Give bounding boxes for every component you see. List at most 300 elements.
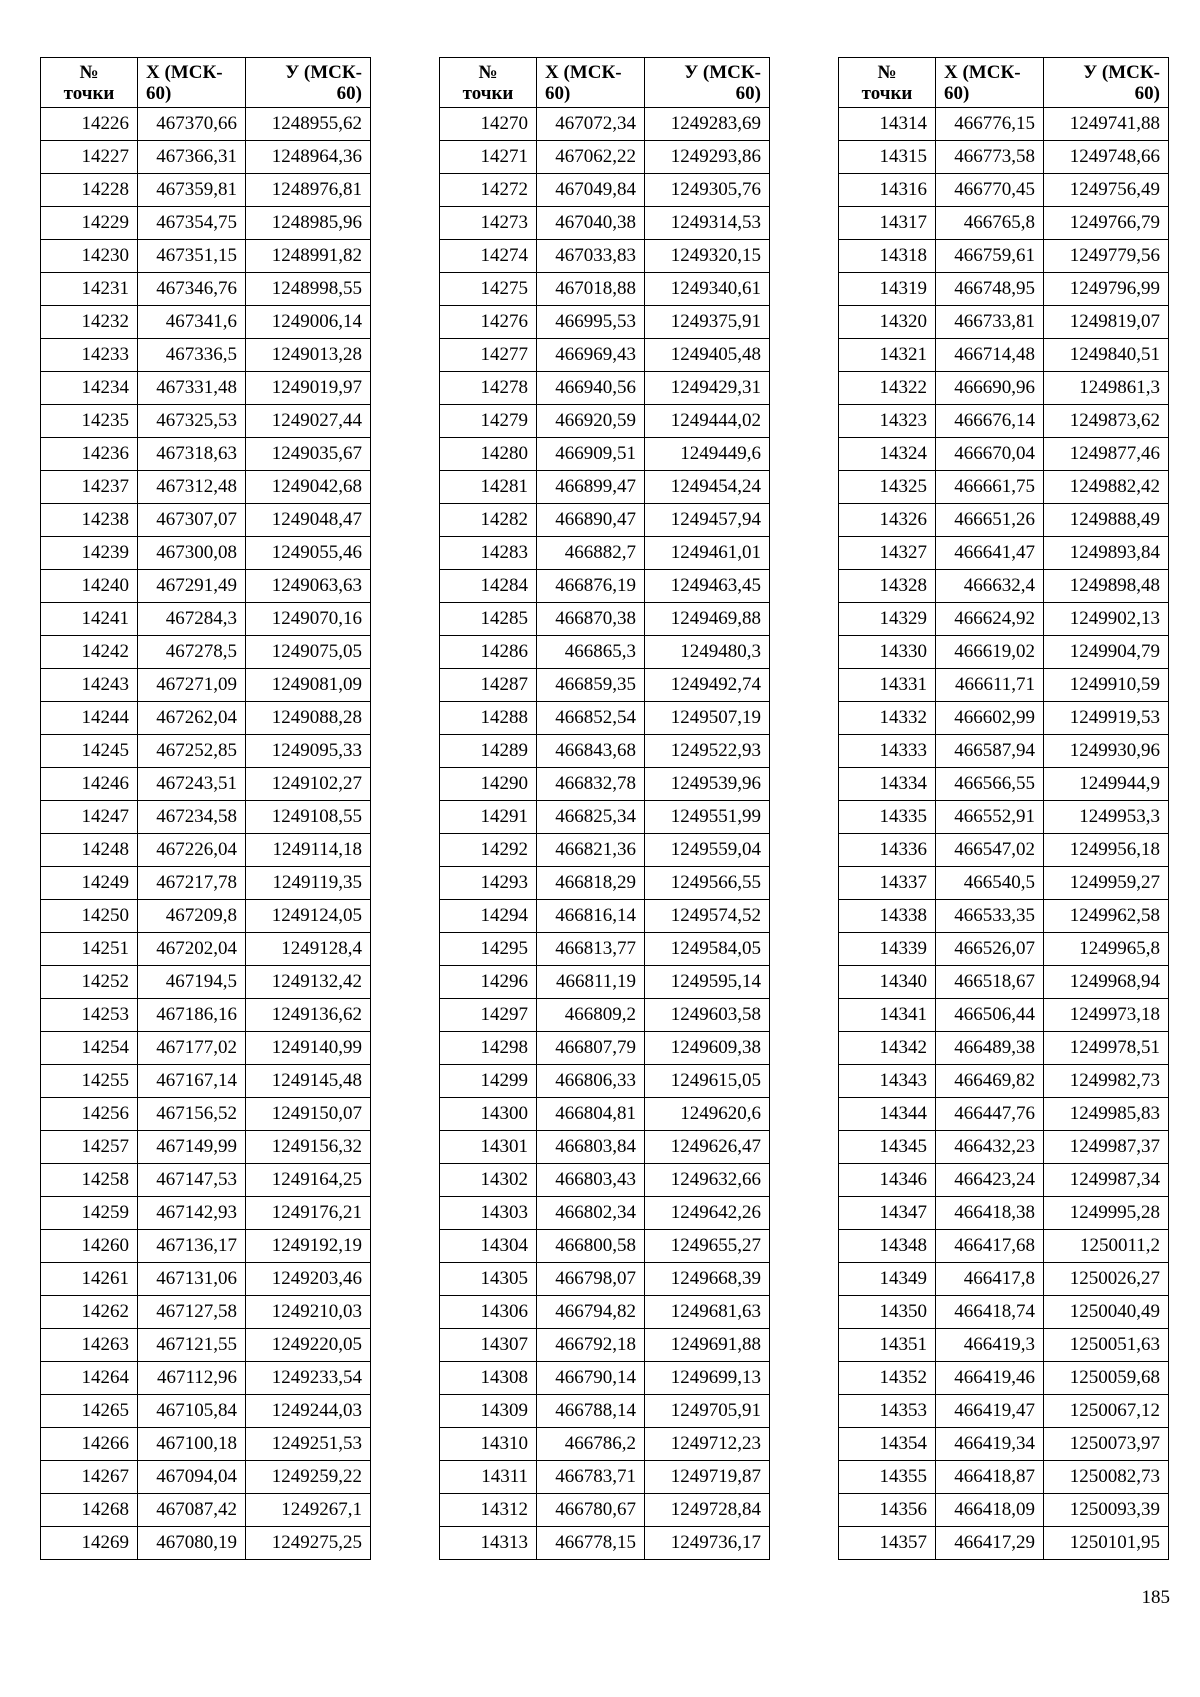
y-coordinate-cell: 1249055,46 <box>246 537 371 570</box>
x-coordinate-cell: 466825,34 <box>537 801 645 834</box>
point-number-cell: 14265 <box>41 1395 138 1428</box>
x-coordinate-cell: 466778,15 <box>537 1527 645 1560</box>
x-coordinate-cell: 466816,14 <box>537 900 645 933</box>
x-coordinate-header <box>936 58 1044 108</box>
point-number-cell: 14310 <box>440 1428 537 1461</box>
table-row <box>41 372 371 405</box>
table-row <box>440 438 770 471</box>
x-coordinate-cell: 466806,33 <box>537 1065 645 1098</box>
table-row <box>440 768 770 801</box>
point-number-cell: 14253 <box>41 999 138 1032</box>
x-coordinate-cell: 466776,15 <box>936 108 1044 141</box>
table-row <box>440 240 770 273</box>
table-row <box>440 1461 770 1494</box>
table-row <box>41 801 371 834</box>
y-coordinate-cell: 1249944,9 <box>1044 768 1169 801</box>
y-coordinate-cell: 1249962,58 <box>1044 900 1169 933</box>
y-coordinate-cell: 1249210,03 <box>246 1296 371 1329</box>
table-row <box>440 174 770 207</box>
x-coordinate-cell: 466418,87 <box>936 1461 1044 1494</box>
header-text: точки <box>462 82 514 104</box>
table-row <box>41 1098 371 1131</box>
table-row <box>41 636 371 669</box>
point-number-cell: 14243 <box>41 669 138 702</box>
point-number-header <box>440 58 537 108</box>
x-coordinate-cell: 467040,38 <box>537 207 645 240</box>
table-row <box>41 768 371 801</box>
table-row <box>440 273 770 306</box>
x-coordinate-cell: 466417,29 <box>936 1527 1044 1560</box>
point-number-cell: 14283 <box>440 537 537 570</box>
table-row <box>440 1032 770 1065</box>
y-coordinate-cell: 1249626,47 <box>645 1131 770 1164</box>
table-row <box>839 504 1169 537</box>
x-coordinate-cell: 466969,43 <box>537 339 645 372</box>
y-coordinate-cell: 1249454,24 <box>645 471 770 504</box>
page-number: 185 <box>1141 1587 1170 1608</box>
table-row <box>41 108 371 141</box>
table-row <box>440 537 770 570</box>
table-row <box>839 405 1169 438</box>
y-coordinate-cell: 1249006,14 <box>246 306 371 339</box>
x-coordinate-cell: 466547,02 <box>936 834 1044 867</box>
point-number-cell: 14295 <box>440 933 537 966</box>
table-row <box>839 1230 1169 1263</box>
table-row <box>440 999 770 1032</box>
x-coordinate-cell: 466770,45 <box>936 174 1044 207</box>
table-row <box>440 1329 770 1362</box>
x-coordinate-cell: 467271,09 <box>138 669 246 702</box>
x-coordinate-cell: 466418,09 <box>936 1494 1044 1527</box>
x-coordinate-cell: 466526,07 <box>936 933 1044 966</box>
point-number-cell: 14316 <box>839 174 936 207</box>
y-coordinate-cell: 1249796,99 <box>1044 273 1169 306</box>
point-number-cell: 14325 <box>839 471 936 504</box>
x-coordinate-cell: 467370,66 <box>138 108 246 141</box>
point-number-cell: 14246 <box>41 768 138 801</box>
point-number-cell: 14343 <box>839 1065 936 1098</box>
y-coordinate-cell: 1250093,39 <box>1044 1494 1169 1527</box>
x-coordinate-cell: 466632,4 <box>936 570 1044 603</box>
point-number-cell: 14261 <box>41 1263 138 1296</box>
y-coordinate-cell: 1249995,28 <box>1044 1197 1169 1230</box>
x-coordinate-cell: 466804,81 <box>537 1098 645 1131</box>
y-coordinate-cell: 1250067,12 <box>1044 1395 1169 1428</box>
point-number-cell: 14274 <box>440 240 537 273</box>
y-coordinate-cell: 1249444,02 <box>645 405 770 438</box>
y-coordinate-cell: 1249877,46 <box>1044 438 1169 471</box>
y-coordinate-cell: 1249609,38 <box>645 1032 770 1065</box>
y-coordinate-cell: 1249595,14 <box>645 966 770 999</box>
table-row <box>41 1395 371 1428</box>
header-text: точки <box>861 82 913 104</box>
x-coordinate-cell: 467217,78 <box>138 867 246 900</box>
point-number-cell: 14254 <box>41 1032 138 1065</box>
point-number-cell: 14338 <box>839 900 936 933</box>
x-coordinate-cell: 466432,23 <box>936 1131 1044 1164</box>
point-number-cell: 14263 <box>41 1329 138 1362</box>
header-text: точки <box>63 82 115 104</box>
x-coordinate-cell: 466843,68 <box>537 735 645 768</box>
point-number-cell: 14292 <box>440 834 537 867</box>
table-row <box>440 1527 770 1560</box>
y-coordinate-cell: 1249978,51 <box>1044 1032 1169 1065</box>
y-coordinate-cell: 1249340,61 <box>645 273 770 306</box>
x-coordinate-cell: 466533,35 <box>936 900 1044 933</box>
y-coordinate-cell: 1249902,13 <box>1044 603 1169 636</box>
point-number-cell: 14252 <box>41 966 138 999</box>
point-number-cell: 14315 <box>839 141 936 174</box>
header-text: X (МСК- <box>944 61 1021 83</box>
y-coordinate-cell: 1249063,63 <box>246 570 371 603</box>
point-number-cell: 14288 <box>440 702 537 735</box>
point-number-cell: 14275 <box>440 273 537 306</box>
y-coordinate-cell: 1249728,84 <box>645 1494 770 1527</box>
header-text: X (МСК- <box>545 61 622 83</box>
y-coordinate-cell: 1249910,59 <box>1044 669 1169 702</box>
x-coordinate-cell: 466788,14 <box>537 1395 645 1428</box>
table-row <box>440 108 770 141</box>
x-coordinate-cell: 466803,43 <box>537 1164 645 1197</box>
table-row <box>839 669 1169 702</box>
y-coordinate-cell: 1249699,13 <box>645 1362 770 1395</box>
y-coordinate-cell: 1250101,95 <box>1044 1527 1169 1560</box>
table-row <box>41 240 371 273</box>
table-row <box>839 1428 1169 1461</box>
y-coordinate-cell: 1249305,76 <box>645 174 770 207</box>
y-coordinate-cell: 1249027,44 <box>246 405 371 438</box>
y-coordinate-cell: 1249584,05 <box>645 933 770 966</box>
y-coordinate-cell: 1249102,27 <box>246 768 371 801</box>
table-row <box>440 339 770 372</box>
y-coordinate-cell: 1249128,4 <box>246 933 371 966</box>
x-coordinate-cell: 466780,67 <box>537 1494 645 1527</box>
table-row <box>41 537 371 570</box>
table-row <box>41 933 371 966</box>
table-row <box>839 933 1169 966</box>
point-number-cell: 14344 <box>839 1098 936 1131</box>
y-coordinate-cell: 1249192,19 <box>246 1230 371 1263</box>
table-row <box>440 1395 770 1428</box>
x-coordinate-cell: 467121,55 <box>138 1329 246 1362</box>
point-number-cell: 14340 <box>839 966 936 999</box>
y-coordinate-cell: 1249574,52 <box>645 900 770 933</box>
table-row <box>41 867 371 900</box>
point-number-cell: 14335 <box>839 801 936 834</box>
point-number-cell: 14294 <box>440 900 537 933</box>
y-coordinate-cell: 1249267,1 <box>246 1494 371 1527</box>
y-coordinate-cell: 1248985,96 <box>246 207 371 240</box>
table-row <box>440 1065 770 1098</box>
x-coordinate-cell: 467252,85 <box>138 735 246 768</box>
y-coordinate-cell: 1249081,09 <box>246 669 371 702</box>
table-header-row <box>440 58 770 108</box>
y-coordinate-cell: 1249539,96 <box>645 768 770 801</box>
x-coordinate-cell: 466552,91 <box>936 801 1044 834</box>
x-coordinate-cell: 466651,26 <box>936 504 1044 537</box>
y-coordinate-cell: 1249712,23 <box>645 1428 770 1461</box>
point-number-cell: 14279 <box>440 405 537 438</box>
point-number-cell: 14230 <box>41 240 138 273</box>
y-coordinate-cell: 1250011,2 <box>1044 1230 1169 1263</box>
y-coordinate-cell: 1250051,63 <box>1044 1329 1169 1362</box>
table-row <box>41 1230 371 1263</box>
y-coordinate-cell: 1249748,66 <box>1044 141 1169 174</box>
x-coordinate-cell: 466619,02 <box>936 636 1044 669</box>
x-coordinate-cell: 467234,58 <box>138 801 246 834</box>
table-row <box>440 372 770 405</box>
y-coordinate-cell: 1249048,47 <box>246 504 371 537</box>
point-number-cell: 14281 <box>440 471 537 504</box>
x-coordinate-cell: 466920,59 <box>537 405 645 438</box>
point-number-cell: 14238 <box>41 504 138 537</box>
x-coordinate-cell: 466818,29 <box>537 867 645 900</box>
point-number-cell: 14323 <box>839 405 936 438</box>
point-number-cell: 14328 <box>839 570 936 603</box>
point-number-cell: 14247 <box>41 801 138 834</box>
table-row <box>839 702 1169 735</box>
point-number-cell: 14293 <box>440 867 537 900</box>
y-coordinate-cell: 1250059,68 <box>1044 1362 1169 1395</box>
y-coordinate-cell: 1249965,8 <box>1044 933 1169 966</box>
table-row <box>440 1164 770 1197</box>
x-coordinate-cell: 466418,74 <box>936 1296 1044 1329</box>
point-number-cell: 14285 <box>440 603 537 636</box>
table-row <box>440 1428 770 1461</box>
table-row <box>41 1527 371 1560</box>
point-number-cell: 14319 <box>839 273 936 306</box>
x-coordinate-cell: 466661,75 <box>936 471 1044 504</box>
x-coordinate-cell: 466807,79 <box>537 1032 645 1065</box>
table-row <box>440 1362 770 1395</box>
y-coordinate-cell: 1249655,27 <box>645 1230 770 1263</box>
y-coordinate-cell: 1249114,18 <box>246 834 371 867</box>
coordinates-table-3 <box>838 57 1169 1560</box>
table-row <box>839 834 1169 867</box>
table-row <box>839 438 1169 471</box>
x-coordinate-cell: 466876,19 <box>537 570 645 603</box>
x-coordinate-cell: 466417,68 <box>936 1230 1044 1263</box>
x-coordinate-cell: 467186,16 <box>138 999 246 1032</box>
point-number-cell: 14290 <box>440 768 537 801</box>
x-coordinate-cell: 467194,5 <box>138 966 246 999</box>
y-coordinate-cell: 1249985,83 <box>1044 1098 1169 1131</box>
point-number-cell: 14334 <box>839 768 936 801</box>
table-row <box>41 669 371 702</box>
table-row <box>839 240 1169 273</box>
table-row <box>839 174 1169 207</box>
header-text: 60) <box>545 82 571 104</box>
point-number-cell: 14241 <box>41 603 138 636</box>
y-coordinate-cell: 1249968,94 <box>1044 966 1169 999</box>
y-coordinate-cell: 1249469,88 <box>645 603 770 636</box>
table-row <box>41 735 371 768</box>
y-coordinate-cell: 1249145,48 <box>246 1065 371 1098</box>
x-coordinate-cell: 466423,24 <box>936 1164 1044 1197</box>
table-row <box>41 1131 371 1164</box>
x-coordinate-cell: 467100,18 <box>138 1428 246 1461</box>
y-coordinate-cell: 1249705,91 <box>645 1395 770 1428</box>
x-coordinate-cell: 467243,51 <box>138 768 246 801</box>
table-row <box>839 273 1169 306</box>
x-coordinate-cell: 467278,5 <box>138 636 246 669</box>
point-number-cell: 14322 <box>839 372 936 405</box>
point-number-cell: 14332 <box>839 702 936 735</box>
y-coordinate-cell: 1249461,01 <box>645 537 770 570</box>
y-coordinate-cell: 1249987,34 <box>1044 1164 1169 1197</box>
y-coordinate-cell: 1249551,99 <box>645 801 770 834</box>
point-number-cell: 14342 <box>839 1032 936 1065</box>
y-coordinate-cell: 1249819,07 <box>1044 306 1169 339</box>
x-coordinate-cell: 467312,48 <box>138 471 246 504</box>
y-coordinate-cell: 1250026,27 <box>1044 1263 1169 1296</box>
y-coordinate-cell: 1249320,15 <box>645 240 770 273</box>
x-coordinate-cell: 466419,34 <box>936 1428 1044 1461</box>
x-coordinate-cell: 467072,34 <box>537 108 645 141</box>
x-coordinate-cell: 467049,84 <box>537 174 645 207</box>
x-coordinate-cell: 466447,76 <box>936 1098 1044 1131</box>
y-coordinate-cell: 1249982,73 <box>1044 1065 1169 1098</box>
table-row <box>839 108 1169 141</box>
y-coordinate-cell: 1249620,6 <box>645 1098 770 1131</box>
header-text: № <box>79 61 99 83</box>
point-number-cell: 14321 <box>839 339 936 372</box>
y-coordinate-cell: 1249203,46 <box>246 1263 371 1296</box>
y-coordinate-cell: 1249642,26 <box>645 1197 770 1230</box>
x-coordinate-cell: 466540,5 <box>936 867 1044 900</box>
point-number-cell: 14239 <box>41 537 138 570</box>
x-coordinate-cell: 466794,82 <box>537 1296 645 1329</box>
point-number-cell: 14272 <box>440 174 537 207</box>
table-row <box>41 504 371 537</box>
y-coordinate-cell: 1250040,49 <box>1044 1296 1169 1329</box>
y-coordinate-cell: 1248976,81 <box>246 174 371 207</box>
point-number-cell: 14227 <box>41 141 138 174</box>
y-coordinate-cell: 1249840,51 <box>1044 339 1169 372</box>
table-row <box>41 306 371 339</box>
x-coordinate-cell: 467318,63 <box>138 438 246 471</box>
y-coordinate-cell: 1249275,25 <box>246 1527 371 1560</box>
x-coordinate-cell: 466670,04 <box>936 438 1044 471</box>
point-number-cell: 14256 <box>41 1098 138 1131</box>
table-row <box>440 504 770 537</box>
point-number-cell: 14349 <box>839 1263 936 1296</box>
y-coordinate-cell: 1249741,88 <box>1044 108 1169 141</box>
table-row <box>41 339 371 372</box>
table-row <box>41 1461 371 1494</box>
point-number-cell: 14348 <box>839 1230 936 1263</box>
point-number-cell: 14226 <box>41 108 138 141</box>
y-coordinate-cell: 1249904,79 <box>1044 636 1169 669</box>
y-coordinate-cell: 1249691,88 <box>645 1329 770 1362</box>
table-row <box>839 801 1169 834</box>
x-coordinate-cell: 466865,3 <box>537 636 645 669</box>
table-row <box>839 1494 1169 1527</box>
table-row <box>839 900 1169 933</box>
point-number-cell: 14278 <box>440 372 537 405</box>
point-number-cell: 14234 <box>41 372 138 405</box>
table-row <box>839 1329 1169 1362</box>
y-coordinate-cell: 1249405,48 <box>645 339 770 372</box>
table-row <box>839 207 1169 240</box>
point-number-cell: 14326 <box>839 504 936 537</box>
table-row <box>839 966 1169 999</box>
y-coordinate-cell: 1249930,96 <box>1044 735 1169 768</box>
table-row <box>41 1065 371 1098</box>
table-row <box>440 1098 770 1131</box>
x-coordinate-cell: 466852,54 <box>537 702 645 735</box>
point-number-cell: 14240 <box>41 570 138 603</box>
point-number-cell: 14291 <box>440 801 537 834</box>
point-number-cell: 14303 <box>440 1197 537 1230</box>
point-number-cell: 14350 <box>839 1296 936 1329</box>
point-number-cell: 14231 <box>41 273 138 306</box>
y-coordinate-cell: 1249463,45 <box>645 570 770 603</box>
x-coordinate-cell: 467346,76 <box>138 273 246 306</box>
y-coordinate-cell: 1249244,03 <box>246 1395 371 1428</box>
point-number-cell: 14354 <box>839 1428 936 1461</box>
y-coordinate-cell: 1249507,19 <box>645 702 770 735</box>
x-coordinate-cell: 467202,04 <box>138 933 246 966</box>
table-row <box>440 1131 770 1164</box>
table-row <box>440 405 770 438</box>
x-coordinate-cell: 467336,5 <box>138 339 246 372</box>
x-coordinate-cell: 467033,83 <box>537 240 645 273</box>
y-coordinate-cell: 1249429,31 <box>645 372 770 405</box>
y-coordinate-cell: 1249449,6 <box>645 438 770 471</box>
point-number-cell: 14309 <box>440 1395 537 1428</box>
table-row <box>839 1395 1169 1428</box>
x-coordinate-cell: 466566,55 <box>936 768 1044 801</box>
x-coordinate-cell: 466786,2 <box>537 1428 645 1461</box>
y-coordinate-cell: 1249919,53 <box>1044 702 1169 735</box>
x-coordinate-cell: 466624,92 <box>936 603 1044 636</box>
x-coordinate-cell: 467112,96 <box>138 1362 246 1395</box>
y-coordinate-cell: 1249766,79 <box>1044 207 1169 240</box>
point-number-cell: 14314 <box>839 108 936 141</box>
header-text: У (МСК- <box>684 61 761 83</box>
table-row <box>839 636 1169 669</box>
point-number-cell: 14257 <box>41 1131 138 1164</box>
point-number-cell: 14298 <box>440 1032 537 1065</box>
table-row <box>41 834 371 867</box>
table-row <box>839 768 1169 801</box>
point-number-cell: 14306 <box>440 1296 537 1329</box>
table-row <box>839 1098 1169 1131</box>
x-coordinate-cell: 466773,58 <box>936 141 1044 174</box>
point-number-cell: 14327 <box>839 537 936 570</box>
coordinates-table-2 <box>439 57 770 1560</box>
x-coordinate-cell: 467087,42 <box>138 1494 246 1527</box>
x-coordinate-cell: 467325,53 <box>138 405 246 438</box>
table-row <box>440 603 770 636</box>
table-row <box>41 1197 371 1230</box>
point-number-cell: 14312 <box>440 1494 537 1527</box>
point-number-cell: 14268 <box>41 1494 138 1527</box>
table-row <box>440 141 770 174</box>
x-coordinate-cell: 467331,48 <box>138 372 246 405</box>
table-row <box>839 306 1169 339</box>
table-row <box>839 1527 1169 1560</box>
table-row <box>41 207 371 240</box>
y-coordinate-cell: 1249251,53 <box>246 1428 371 1461</box>
x-coordinate-cell: 466859,35 <box>537 669 645 702</box>
table-row <box>839 537 1169 570</box>
table-row <box>41 438 371 471</box>
table-row <box>440 1494 770 1527</box>
x-coordinate-cell: 467366,31 <box>138 141 246 174</box>
y-coordinate-cell: 1249959,27 <box>1044 867 1169 900</box>
